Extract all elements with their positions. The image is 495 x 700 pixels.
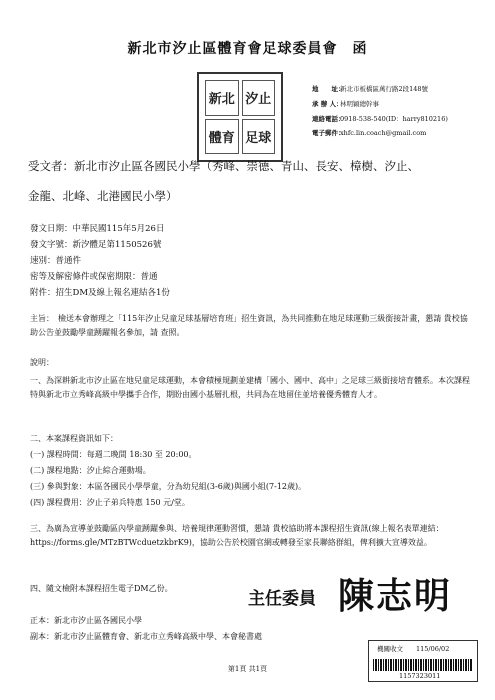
confidentiality: 密等及解密條件或保密期限：普通 xyxy=(30,272,158,282)
recipient-line-2: 金龍、北峰、北港國民小學） xyxy=(28,189,178,203)
contact-handler: 承 辦 人：林明穎總幹事 xyxy=(312,100,379,108)
seal-char: 足球 xyxy=(242,119,276,155)
seal-char: 體育 xyxy=(205,119,239,155)
copy-main: 正本：新北市汐止區各國民小學 xyxy=(30,616,142,625)
receipt-stamp-label: 機關收文 115/06/02 xyxy=(377,645,450,653)
delivery-speed: 速別：普通件 xyxy=(30,256,82,266)
seal-char: 汐止 xyxy=(242,80,276,116)
signature-name: 陳志明 xyxy=(338,576,453,617)
page-number: 第1頁 共1頁 xyxy=(227,665,268,673)
explanation-paragraph-4: 四、隨文檢附本課程招生電子DM乙份。 xyxy=(30,584,173,593)
subject: 主旨： 檢送本會辦理之「115年汐止兒童足球基層培育班」招生資訊，為共同推動在地足球運動三級銜接計畫，懇請 貴校協助公告並鼓勵學童踴躍報名參加，請 查照。 xyxy=(30,314,468,337)
contact-phone: 連絡電話：0918-538-540(ID：harry810216) xyxy=(312,115,448,123)
document-number: 發文字號：新汐體足第1150526號 xyxy=(30,240,162,250)
course-location: (二) 課程地點：汐止綜合運動場。 xyxy=(30,466,151,475)
explanation-paragraph-3: 三、為廣為宣導並鼓勵區內學童踴躍參與、培養規律運動習慣，懇請 貴校協助將本課程招生資訊(線上報名表單連結：https://forms.gle/MTzBTWcduetzkbrK9)，協助公告於校園官網或轉發至家長聯絡群組，俾利擴大宣導效益。 xyxy=(30,524,444,547)
signature-title: 主任委員 xyxy=(248,589,316,609)
contact-address: 地 址：新北市板橋區萬行路2段148號 xyxy=(312,85,429,93)
document-title: 新北市汐止區體育會足球委員會 函 xyxy=(127,41,368,57)
copy-cc: 副本：新北市汐止區體育會、新北市立秀峰高級中學、本會秘書處 xyxy=(30,632,262,641)
attachments: 附件：招生DM及線上報名連結各1份 xyxy=(30,288,170,298)
issue-date: 發文日期：中華民國115年5月26日 xyxy=(30,224,165,234)
recipient-line-1: 受文者：新北市汐止區各國民小學（秀峰、崇德、青山、長安、樟樹、汐止、 xyxy=(28,159,419,173)
explanation-heading: 說明： xyxy=(30,358,54,367)
course-participants: (三) 參與對象：本區各國民小學學童，分為幼兒組(3-6歲)與國小組(7-12歲)。 xyxy=(30,482,307,491)
explanation-paragraph-1: 一、為深耕新北市汐止區在地兒童足球運動，本會積極規劃並建構「國小、國中、高中」之足球三級銜接培育體系。本次課程特與新北市立秀峰高級中學攜手合作，期盼由國小基層扎根，共同為在地留住並培養優秀體育人才。 xyxy=(30,376,470,399)
receipt-stamp xyxy=(368,640,478,682)
course-fee: (四) 課程費用：汐止子弟兵特惠 150 元/堂。 xyxy=(30,498,190,507)
explanation-paragraph-2-heading: 二、本案課程資訊如下： xyxy=(30,434,118,443)
seal-char: 新北 xyxy=(205,80,239,116)
course-time: (一) 課程時間：每週二晚間 18:30 至 20:00。 xyxy=(30,450,197,459)
official-seal-stamp xyxy=(197,72,283,162)
contact-email: 電子郵件：xhfc.lin.coach@gmail.com xyxy=(312,129,427,137)
receipt-number: 1157323011 xyxy=(399,672,441,680)
